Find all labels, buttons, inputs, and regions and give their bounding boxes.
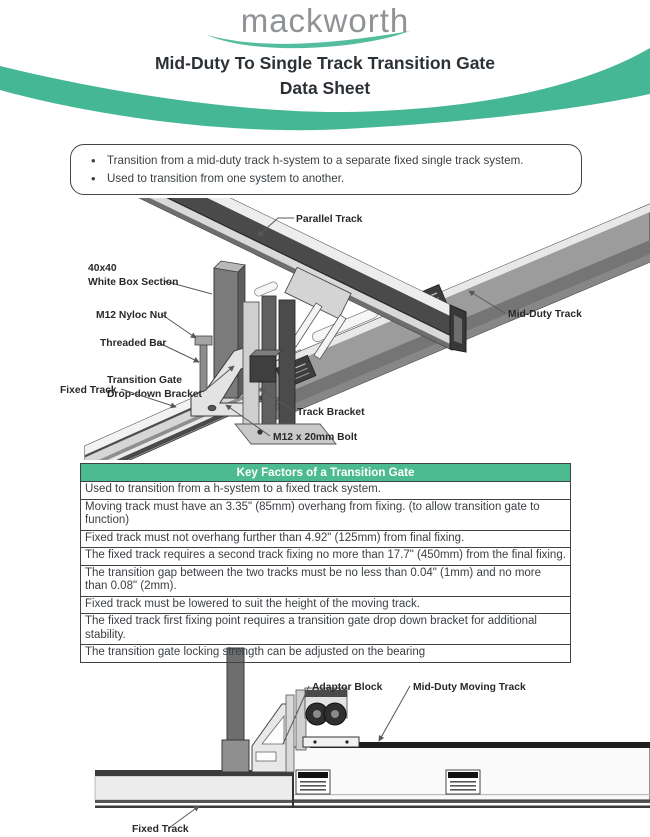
label-fixed-track: Fixed Track (60, 385, 117, 396)
key-factor-cell: The fixed track first fixing point requires a transition gate drop down bracket for additional stability. (81, 614, 571, 645)
table-row (81, 499, 571, 530)
support-post-graphic (222, 648, 249, 772)
page-subtitle: Data Sheet (279, 78, 371, 98)
label-mid-duty-track: Mid-Duty Track (508, 309, 582, 320)
intro-bullet-box (70, 144, 582, 195)
key-factor-cell: Fixed track must be lowered to suit the height of the moving track. (81, 596, 571, 614)
key-factors-table (80, 463, 571, 663)
key-factor-cell: Fixed track must not overhang further than 4.92" (125mm) from final fixing. (81, 530, 571, 548)
key-factor-cell: The fixed track requires a second track fixing no more than 17.7" (450mm) from the final fixing. (81, 548, 571, 566)
label-nyloc-nut: M12 Nyloc Nut (96, 310, 167, 321)
table-row (81, 645, 571, 663)
label-drop-bracket-1: Transition Gate (107, 375, 182, 386)
table-row (81, 614, 571, 645)
label-threaded-bar: Threaded Bar (100, 338, 167, 349)
label-fixed-track-bottom: Fixed Track (132, 824, 189, 835)
key-factors-header: Key Factors of a Transition Gate (81, 464, 571, 482)
mid-duty-moving-track-graphic (292, 742, 650, 808)
label-adaptor-block: Adaptor Block (312, 682, 383, 693)
label-drop-bracket-2: Drop-down Bracket (107, 389, 202, 400)
key-factor-cell: Used to transition from a h-system to a fixed track system. (81, 482, 571, 500)
page-title: Mid-Duty To Single Track Transition Gate (154, 53, 495, 73)
intro-bullet-list (85, 152, 573, 187)
key-factor-cell: The transition gap between the two tracks must be no less than 0.04" (1mm) and no more than 0.08" (2mm). (81, 565, 571, 596)
bracket-bolt (208, 405, 216, 411)
table-row (81, 530, 571, 548)
table-row (81, 482, 571, 500)
label-bolt: M12 x 20mm Bolt (273, 432, 358, 443)
intro-bullet-2: • Used to transition from one system to another. (85, 170, 573, 188)
warning-label (446, 770, 480, 794)
label-mid-duty-moving-track: Mid-Duty Moving Track (413, 682, 526, 693)
track-bracket-graphic (250, 356, 276, 382)
table-row (81, 548, 571, 566)
nyloc-nut-graphic (195, 336, 212, 345)
leader-mid-duty-moving-track (379, 686, 410, 741)
table-row (81, 565, 571, 596)
key-factor-cell: The transition gate locking strength can be adjusted on the bearing (81, 645, 571, 663)
logo: mackworth (240, 2, 410, 39)
table-row (81, 596, 571, 614)
label-box-section-2: White Box Section (88, 277, 179, 288)
warning-label (296, 770, 330, 794)
label-track-bracket: Track Bracket (297, 407, 365, 418)
transition-side-view-diagram (0, 645, 650, 837)
transition-gate-isometric-diagram (0, 198, 650, 460)
intro-bullet-1: • Transition from a mid-duty track h-system to a separate fixed single track system. (85, 152, 573, 170)
label-box-section-1: 40x40 (88, 263, 117, 274)
key-factor-cell: Moving track must have an 3.35" (85mm) overhang from fixing. (to allow transition gate to function) (81, 499, 571, 530)
label-parallel-track: Parallel Track (296, 214, 363, 225)
trolley-graphic (303, 688, 359, 747)
